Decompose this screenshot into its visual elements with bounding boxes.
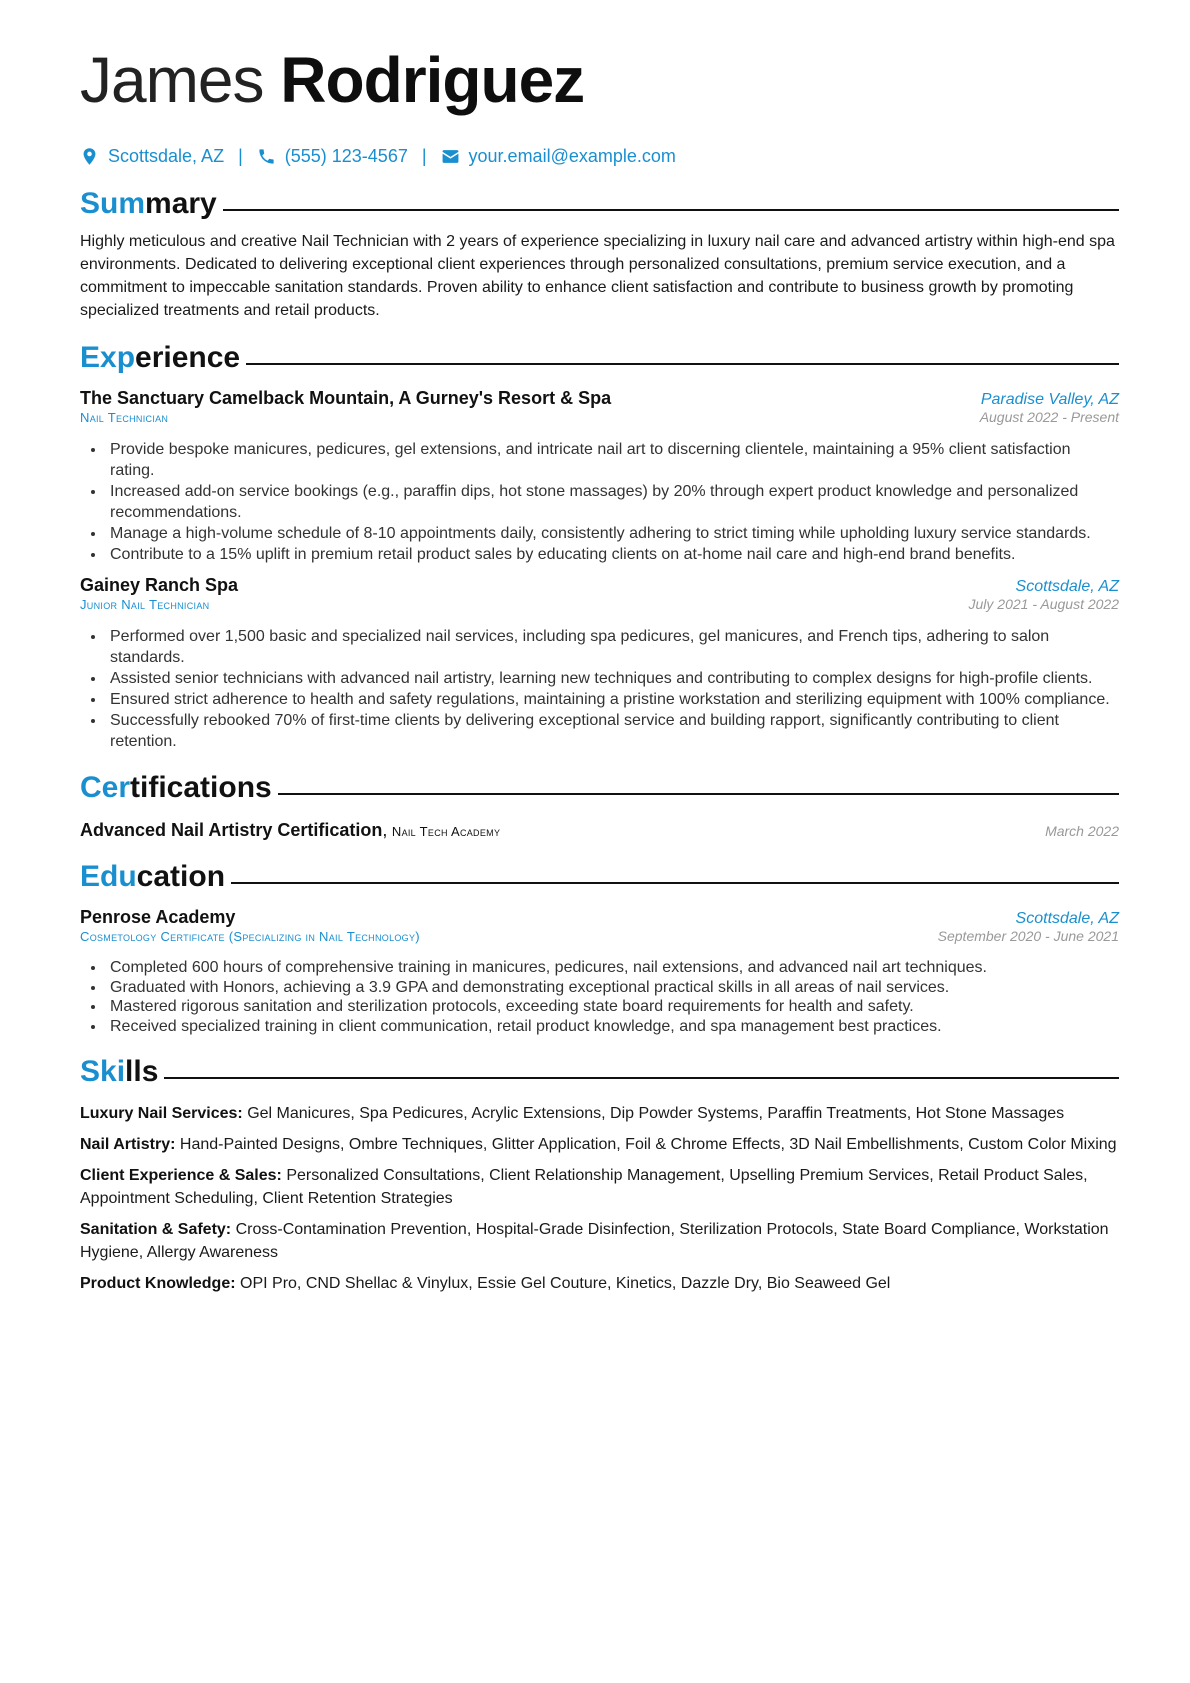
summary-section [80, 184, 1119, 322]
education-entry [80, 907, 1119, 1036]
job-title: Nail Technician [80, 410, 169, 425]
skill-label: Client Experience & Sales: [80, 1167, 282, 1184]
section-rule [223, 209, 1119, 211]
candidate-name [80, 38, 1119, 122]
certification-label [80, 820, 500, 841]
job-subheader-row [80, 596, 1119, 612]
skill-label: Product Knowledge: [80, 1275, 236, 1292]
skill-values: Personalized Consultations, Client Relationship Management, Upselling Premium Services, Retail Product Sales, Appointment Scheduling, Client Retention Strategies [80, 1167, 1088, 1207]
skill-line [80, 1102, 1119, 1125]
section-header [80, 768, 1119, 808]
phone-text: (555) 123-4567 [284, 145, 408, 166]
section-title [80, 857, 225, 897]
skills-list [80, 1102, 1119, 1295]
summary-text: Highly meticulous and creative Nail Technician with 2 years of experience specializing in luxury nail care and advanced artistry within high-end spa environments. Dedicated to delivering exceptional client experiences through personalized consultations, premium service execution, and a commitment to impeccable sanitation standards. Proven ability to enhance client satisfaction and contribute to business growth by promoting specialized treatments and retail products. [80, 233, 1115, 319]
experience-section [80, 338, 1119, 752]
education-subheader-row [80, 928, 1119, 944]
first-name: James [80, 44, 264, 116]
section-title-rest: cation [136, 860, 226, 893]
skill-label: Sanitation & Safety: [80, 1221, 232, 1238]
bullet-item: • Contribute to a 15% uplift in premium retail product sales by educating clients on at-home nail care and high-end brand benefits. [106, 544, 1119, 565]
skill-values: Gel Manicures, Spa Pedicures, Acrylic Extensions, Dip Powder Systems, Paraffin Treatments, Hot Stone Massages [247, 1105, 1065, 1122]
certifications-section [80, 768, 1119, 841]
job-dates: July 2021 - August 2022 [968, 596, 1119, 612]
job-entry [80, 388, 1119, 565]
bullet-item: • Graduated with Honors, achieving a 3.9 GPA and demonstrating exceptional practical skills in all areas of nail services. [106, 978, 1119, 998]
envelope-icon [441, 147, 460, 166]
section-title-accent: Sum [80, 187, 146, 220]
section-rule [246, 363, 1119, 365]
section-title-accent: Edu [80, 860, 137, 893]
bullet-item: • Ensured strict adherence to health and safety regulations, maintaining a pristine workstation and sterilizing equipment with 100% compliance. [106, 689, 1119, 710]
job-dates: August 2022 - Present [979, 409, 1119, 425]
bullet-item: • Successfully rebooked 70% of first-time clients by delivering exceptional service and building rapport, significantly contributing to client retention. [106, 710, 1119, 752]
job-entry [80, 575, 1119, 752]
section-header [80, 184, 1119, 224]
section-rule [231, 882, 1119, 884]
certification-name: Advanced Nail Artistry Certification [80, 820, 383, 840]
skill-values: Cross-Contamination Prevention, Hospital-Grade Disinfection, Sterilization Protocols, State Board Compliance, Workstation Hygiene, Allergy Awareness [80, 1221, 1109, 1261]
contact-email[interactable] [441, 146, 676, 167]
contact-location [80, 146, 224, 167]
skill-line [80, 1133, 1119, 1156]
education-dates: September 2020 - June 2021 [937, 928, 1119, 944]
job-location: Paradise Valley, AZ [980, 391, 1119, 408]
section-title [80, 1052, 158, 1092]
bullet-item: • Received specialized training in client communication, retail product knowledge, and spa management best practices. [106, 1017, 1119, 1037]
bullet-item: • Provide bespoke manicures, pedicures, gel extensions, and intricate nail art to discerning clientele, maintaining a 95% client satisfaction rating. [106, 439, 1119, 481]
contact-phone[interactable] [257, 146, 408, 167]
certification-item [80, 820, 1119, 841]
certification-institution: Nail Tech Academy [391, 824, 501, 839]
certification-comma: , [382, 820, 388, 840]
job-header-row [80, 388, 1119, 409]
section-title [80, 338, 240, 378]
certification-date: March 2022 [1045, 823, 1119, 839]
job-employer: The Sanctuary Camelback Mountain, A Gurney's Resort & Spa [80, 388, 612, 408]
contact-separator: | [238, 145, 243, 166]
bullet-item: • Manage a high-volume schedule of 8-10 appointments daily, consistently adhering to strict timing while upholding luxury service standards. [106, 523, 1119, 544]
contact-bar [80, 144, 1119, 168]
education-header-row [80, 907, 1119, 928]
section-title [80, 184, 217, 224]
last-name: Rodriguez [280, 44, 585, 116]
resume-page [80, 38, 1119, 1303]
contact-separator: | [421, 145, 427, 166]
section-title-rest: lls [125, 1055, 159, 1088]
bullet-item: • Increased add-on service bookings (e.g., paraffin dips, hot stone massages) by 20% through expert product knowledge and personalized recommendations. [106, 481, 1119, 523]
job-title: Junior Nail Technician [80, 597, 210, 612]
job-header-row [80, 575, 1119, 596]
education-section [80, 857, 1119, 1036]
education-bullets [80, 958, 1119, 1036]
section-rule [164, 1077, 1119, 1079]
skill-label: Nail Artistry: [80, 1136, 176, 1153]
section-title-accent: Cer [80, 771, 131, 804]
skills-section [80, 1052, 1119, 1295]
job-bullets [80, 626, 1119, 752]
map-pin-icon [80, 147, 99, 166]
degree: Cosmetology Certificate (Specializing in Nail Technology) [80, 929, 420, 944]
phone-icon [257, 147, 276, 166]
bullet-item: • Performed over 1,500 basic and specialized nail services, including spa pedicures, gel manicures, and French tips, adhering to salon standards. [106, 626, 1119, 668]
job-location: Scottsdale, AZ [1015, 578, 1119, 595]
section-rule [278, 793, 1119, 795]
job-subheader-row [80, 409, 1119, 425]
email-text: your.email@example.com [468, 145, 676, 166]
job-bullets [80, 439, 1119, 565]
location-text: Scottsdale, AZ [108, 145, 225, 166]
bullet-item: • Assisted senior technicians with advanced nail artistry, learning new techniques and contributing to complex designs for high-profile clients. [106, 668, 1119, 689]
skill-label: Luxury Nail Services: [80, 1105, 243, 1122]
section-header [80, 857, 1119, 897]
section-title-accent: Exp [80, 341, 136, 374]
skill-values: Hand-Painted Designs, Ombre Techniques, Glitter Application, Foil & Chrome Effects, 3D Nail Embellishments, Custom Color Mixing [179, 1136, 1117, 1153]
section-title-rest: erience [135, 341, 241, 374]
skill-values: OPI Pro, CND Shellac & Vinylux, Essie Gel Couture, Kinetics, Dazzle Dry, Bio Seaweed Gel [240, 1275, 891, 1292]
section-title-accent: Ski [80, 1055, 126, 1088]
job-employer: Gainey Ranch Spa [80, 575, 239, 595]
school-location: Scottsdale, AZ [1015, 910, 1119, 927]
section-title [80, 768, 272, 808]
section-header [80, 338, 1119, 378]
section-title-rest: mary [145, 187, 217, 220]
bullet-item: • Mastered rigorous sanitation and sterilization protocols, exceeding state board requirements for health and safety. [106, 997, 1119, 1017]
skill-line [80, 1218, 1119, 1264]
school-name: Penrose Academy [80, 907, 236, 927]
skill-line [80, 1272, 1119, 1295]
bullet-item: • Completed 600 hours of comprehensive training in manicures, pedicures, nail extensions, and advanced nail art techniques. [106, 958, 1119, 978]
section-header [80, 1052, 1119, 1092]
skill-line [80, 1164, 1119, 1210]
section-title-rest: tifications [130, 771, 272, 804]
